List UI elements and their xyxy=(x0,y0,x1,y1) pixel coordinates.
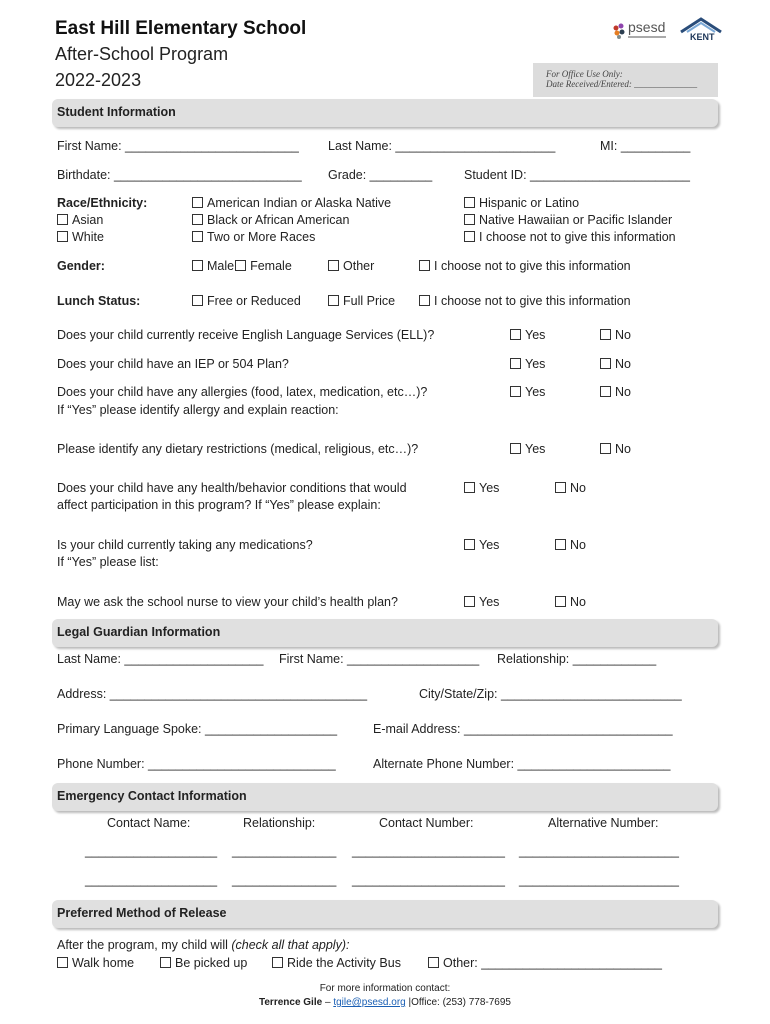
option-label: Ride the Activity Bus xyxy=(287,956,401,970)
emergency-name-1[interactable]: ___________________ xyxy=(85,844,218,858)
option-label: No xyxy=(615,357,631,371)
kent-logo xyxy=(678,16,724,46)
option-label: I choose not to give this information xyxy=(434,294,631,308)
checkbox[interactable] xyxy=(600,443,611,454)
separator: – xyxy=(322,997,334,1008)
option-label: Other xyxy=(343,259,375,273)
ell-yes[interactable] xyxy=(510,328,545,342)
kent-logo-text: KENT xyxy=(690,32,715,42)
race-option-hispanic[interactable] xyxy=(464,196,579,210)
health-explain: affect participation in this program? If “Yes” please explain: xyxy=(57,498,381,512)
office-use-box xyxy=(533,63,718,97)
checkbox[interactable] xyxy=(419,260,430,271)
release-prompt-note: (check all that apply): xyxy=(231,938,350,952)
guardian-info-section xyxy=(52,619,718,647)
alternative-number-header: Alternative Number: xyxy=(548,816,659,830)
emergency-alt-number-1[interactable]: _______________________ xyxy=(519,844,679,858)
email-field[interactable]: E-mail Address: ______________________________ xyxy=(373,722,673,736)
emergency-alt-number-2[interactable]: _______________________ xyxy=(519,873,679,887)
gender-option-other[interactable] xyxy=(328,259,374,273)
race-option-american-indian[interactable] xyxy=(192,196,391,210)
race-label: Race/Ethnicity: xyxy=(57,196,148,210)
nurse-question: May we ask the school nurse to view your child’s health plan? xyxy=(57,595,398,609)
option-label: Yes xyxy=(479,595,500,609)
option-label: Be picked up xyxy=(175,956,248,970)
city-state-zip-field[interactable]: City/State/Zip: __________________________ xyxy=(419,687,682,701)
guardian-first-name-field[interactable]: First Name: ___________________ xyxy=(279,652,480,666)
checkbox[interactable] xyxy=(160,957,171,968)
contact-office-phone: |Office: (253) 778-7695 xyxy=(405,997,511,1008)
option-label: No xyxy=(615,328,631,342)
date-received-field[interactable]: Date Received/Entered: ______________ xyxy=(546,79,698,89)
checkbox[interactable] xyxy=(464,539,475,550)
option-label: Yes xyxy=(479,538,500,552)
checkbox[interactable] xyxy=(555,539,566,550)
checkbox[interactable] xyxy=(600,358,611,369)
checkbox[interactable] xyxy=(510,329,521,340)
allergy-no[interactable] xyxy=(600,385,631,399)
checkbox[interactable] xyxy=(57,214,68,225)
checkbox[interactable] xyxy=(555,596,566,607)
program-title: After-School Program xyxy=(55,44,229,64)
grade-field[interactable]: Grade: _________ xyxy=(328,168,433,182)
option-label: American Indian or Alaska Native xyxy=(207,196,392,210)
checkbox[interactable] xyxy=(57,231,68,242)
option-label: Yes xyxy=(525,442,546,456)
option-label: Free or Reduced xyxy=(207,294,301,308)
gender-option-decline[interactable] xyxy=(419,259,631,273)
option-label: Yes xyxy=(525,357,546,371)
iep-no[interactable] xyxy=(600,357,631,371)
release-option-activity-bus[interactable] xyxy=(272,956,401,970)
emergency-relationship-2[interactable]: _______________ xyxy=(232,873,337,887)
release-option-other[interactable] xyxy=(428,956,662,970)
meds-question: Is your child currently taking any medications? xyxy=(57,538,313,552)
diet-no[interactable] xyxy=(600,442,631,456)
option-label: Asian xyxy=(72,213,104,227)
diet-question: Please identify any dietary restrictions (medical, religious, etc…)? xyxy=(57,442,419,456)
lunch-option-free-reduced[interactable] xyxy=(192,294,301,308)
option-label: Two or More Races xyxy=(207,230,316,244)
contact-email-link[interactable]: tgile@psesd.org xyxy=(333,997,406,1008)
race-option-two-or-more[interactable] xyxy=(192,230,315,244)
lunch-label: Lunch Status: xyxy=(57,294,141,308)
release-option-picked-up[interactable] xyxy=(160,956,247,970)
release-prompt-text: After the program, my child will xyxy=(57,938,232,952)
primary-language-field[interactable]: Primary Language Spoke: ___________________ xyxy=(57,722,338,736)
option-label: No xyxy=(570,538,586,552)
meds-no[interactable] xyxy=(555,538,586,552)
contact-name: Terrence Gile xyxy=(259,997,323,1008)
birthdate-field[interactable]: Birthdate: ___________________________ xyxy=(57,168,302,182)
relationship-header: Relationship: xyxy=(243,816,316,830)
checkbox[interactable] xyxy=(235,260,246,271)
option-label: No xyxy=(570,595,586,609)
health-yes[interactable] xyxy=(464,481,499,495)
option-label: Native Hawaiian or Pacific Islander xyxy=(479,213,673,227)
option-label: Black or African American xyxy=(207,213,350,227)
checkbox[interactable] xyxy=(464,231,475,242)
emergency-contact-section xyxy=(52,783,718,811)
footer-contact-line: For more information contact: xyxy=(319,983,451,994)
option-label: White xyxy=(72,230,104,244)
gender-label: Gender: xyxy=(57,259,105,273)
option-label: Walk home xyxy=(72,956,135,970)
checkbox[interactable] xyxy=(510,386,521,397)
option-label: Yes xyxy=(525,328,546,342)
emergency-name-2[interactable]: ___________________ xyxy=(85,873,218,887)
checkbox[interactable] xyxy=(464,482,475,493)
section-heading: Student Information xyxy=(57,105,176,119)
release-prompt xyxy=(57,938,349,952)
option-label: Hispanic or Latino xyxy=(479,196,580,210)
checkbox[interactable] xyxy=(428,957,439,968)
footer-contact-details xyxy=(0,997,770,1008)
last-name-field[interactable]: Last Name: _______________________ xyxy=(328,139,556,153)
address-field[interactable]: Address: _____________________________________ xyxy=(57,687,368,701)
program-year: 2022-2023 xyxy=(55,70,142,90)
meds-yes[interactable] xyxy=(464,538,499,552)
health-no[interactable] xyxy=(555,481,586,495)
release-section xyxy=(52,900,718,928)
checkbox[interactable] xyxy=(328,295,339,306)
checkbox[interactable] xyxy=(464,214,475,225)
race-option-black[interactable] xyxy=(192,213,349,227)
lunch-option-full-price[interactable] xyxy=(328,294,395,308)
option-label: I choose not to give this information xyxy=(434,259,631,273)
race-option-white[interactable] xyxy=(57,230,104,244)
section-heading: Legal Guardian Information xyxy=(57,625,221,639)
race-option-native-hawaiian[interactable] xyxy=(464,213,672,227)
allergy-question: Does your child have any allergies (food, latex, medication, etc…)? xyxy=(57,385,428,399)
checkbox[interactable] xyxy=(192,295,203,306)
psesd-logo xyxy=(610,18,670,44)
checkbox[interactable] xyxy=(192,197,203,208)
option-label: I choose not to give this information xyxy=(479,230,676,244)
emergency-number-1[interactable]: ______________________ xyxy=(352,844,505,858)
checkbox[interactable] xyxy=(510,443,521,454)
nurse-yes[interactable] xyxy=(464,595,499,609)
checkbox[interactable] xyxy=(464,197,475,208)
ell-question: Does your child currently receive English Language Services (ELL)? xyxy=(57,328,435,342)
guardian-last-name-field[interactable]: Last Name: ____________________ xyxy=(57,652,264,666)
gender-option-male-female[interactable] xyxy=(192,259,292,273)
section-heading: Emergency Contact Information xyxy=(57,789,247,803)
checkbox[interactable] xyxy=(272,957,283,968)
allergy-yes[interactable] xyxy=(510,385,545,399)
race-option-asian[interactable] xyxy=(57,213,103,227)
section-heading: Preferred Method of Release xyxy=(57,906,227,920)
release-option-walk-home[interactable] xyxy=(57,956,134,970)
guardian-relationship-field[interactable]: Relationship: ____________ xyxy=(497,652,657,666)
diet-yes[interactable] xyxy=(510,442,545,456)
option-label: Full Price xyxy=(343,294,396,308)
checkbox[interactable] xyxy=(328,260,339,271)
office-use-label: For Office Use Only: xyxy=(546,69,623,79)
alternate-phone-field[interactable]: Alternate Phone Number: ______________________ xyxy=(373,757,671,771)
student-id-field[interactable]: Student ID: _______________________ xyxy=(464,168,690,182)
option-label: Other: __________________________ xyxy=(443,956,662,970)
checkbox[interactable] xyxy=(600,329,611,340)
mi-field[interactable]: MI: __________ xyxy=(600,139,691,153)
checkbox[interactable] xyxy=(192,214,203,225)
emergency-relationship-1[interactable]: _______________ xyxy=(232,844,337,858)
option-label: Yes xyxy=(479,481,500,495)
school-title: East Hill Elementary School xyxy=(55,18,307,39)
option-label: Male xyxy=(207,259,235,273)
option-label: No xyxy=(570,481,586,495)
checkbox[interactable] xyxy=(555,482,566,493)
allergy-explain: If “Yes” please identify allergy and explain reaction: xyxy=(57,403,339,417)
checkbox[interactable] xyxy=(510,358,521,369)
nurse-no[interactable] xyxy=(555,595,586,609)
contact-name-header: Contact Name: xyxy=(107,816,191,830)
checkbox[interactable] xyxy=(192,231,203,242)
option-label: No xyxy=(615,385,631,399)
ell-no[interactable] xyxy=(600,328,631,342)
student-info-section xyxy=(52,99,718,127)
checkbox[interactable] xyxy=(600,386,611,397)
lunch-option-decline[interactable] xyxy=(419,294,631,308)
checkbox[interactable] xyxy=(419,295,430,306)
phone-field[interactable]: Phone Number: ___________________________ xyxy=(57,757,336,771)
iep-question: Does your child have an IEP or 504 Plan? xyxy=(57,357,289,371)
contact-number-header: Contact Number: xyxy=(379,816,474,830)
race-option-decline[interactable] xyxy=(464,230,676,244)
meds-list: If “Yes” please list: xyxy=(57,555,159,569)
emergency-number-2[interactable]: ______________________ xyxy=(352,873,505,887)
checkbox[interactable] xyxy=(192,260,203,271)
option-label: Female xyxy=(250,259,292,273)
iep-yes[interactable] xyxy=(510,357,545,371)
checkbox[interactable] xyxy=(464,596,475,607)
option-label: No xyxy=(615,442,631,456)
health-question: Does your child have any health/behavior conditions that would xyxy=(57,481,407,495)
first-name-field[interactable]: First Name: _________________________ xyxy=(57,139,299,153)
psesd-logo-text: psesd xyxy=(628,19,666,35)
checkbox[interactable] xyxy=(57,957,68,968)
option-label: Yes xyxy=(525,385,546,399)
